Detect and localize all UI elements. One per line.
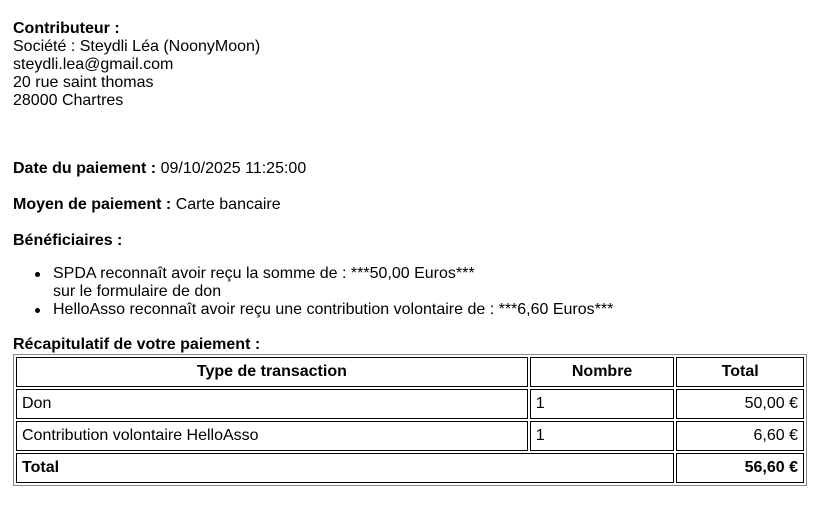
cell-nombre: 1 bbox=[530, 389, 675, 419]
bullet-icon bbox=[35, 308, 40, 313]
contributor-city: 28000 Chartres bbox=[13, 92, 124, 109]
beneficiary-line: HelloAsso reconnaît avoir reçu une contribution volontaire de : ***6,60 Euros*** bbox=[53, 301, 614, 318]
table-row bbox=[16, 421, 804, 451]
cell-type: Don bbox=[16, 389, 528, 419]
beneficiaries-list bbox=[13, 265, 613, 319]
bullet-icon bbox=[35, 272, 40, 277]
payment-date-value: 09/10/2025 11:25:00 bbox=[160, 160, 307, 177]
column-header-total: Total bbox=[676, 357, 804, 387]
cell-nombre: 1 bbox=[530, 421, 675, 451]
beneficiary-line: sur le formulaire de don bbox=[53, 283, 222, 300]
summary-heading: Récapitulatif de votre paiement : bbox=[13, 336, 261, 353]
table-header-row bbox=[16, 357, 804, 387]
cell-total: 6,60 € bbox=[676, 421, 804, 451]
contributor-email: steydli.lea@gmail.com bbox=[13, 56, 174, 73]
contributor-address: 20 rue saint thomas bbox=[13, 74, 154, 91]
contributor-heading: Contributeur : bbox=[13, 20, 120, 37]
payment-method-label: Moyen de paiement : bbox=[13, 196, 172, 213]
table-total-row bbox=[16, 453, 804, 483]
payment-method bbox=[13, 196, 281, 214]
table-row bbox=[16, 389, 804, 419]
payment-date bbox=[13, 160, 306, 178]
payment-date-label: Date du paiement : bbox=[13, 160, 157, 177]
beneficiary-item bbox=[13, 265, 613, 301]
beneficiaries-heading: Bénéficiaires : bbox=[13, 232, 123, 249]
column-header-nombre: Nombre bbox=[530, 357, 675, 387]
contributor-block bbox=[13, 20, 813, 110]
beneficiary-line: SPDA reconnaît avoir reçu la somme de : ***50,00 Euros*** bbox=[53, 265, 475, 282]
total-label: Total bbox=[16, 453, 674, 483]
contributor-company: Société : Steydli Léa (NoonyMoon) bbox=[13, 38, 261, 55]
beneficiary-item bbox=[13, 301, 613, 319]
cell-type: Contribution volontaire HelloAsso bbox=[16, 421, 528, 451]
summary-table bbox=[13, 354, 807, 486]
cell-total: 50,00 € bbox=[676, 389, 804, 419]
column-header-type: Type de transaction bbox=[16, 357, 528, 387]
receipt-document bbox=[13, 20, 813, 476]
total-value: 56,60 € bbox=[676, 453, 804, 483]
payment-method-value: Carte bancaire bbox=[175, 196, 281, 213]
